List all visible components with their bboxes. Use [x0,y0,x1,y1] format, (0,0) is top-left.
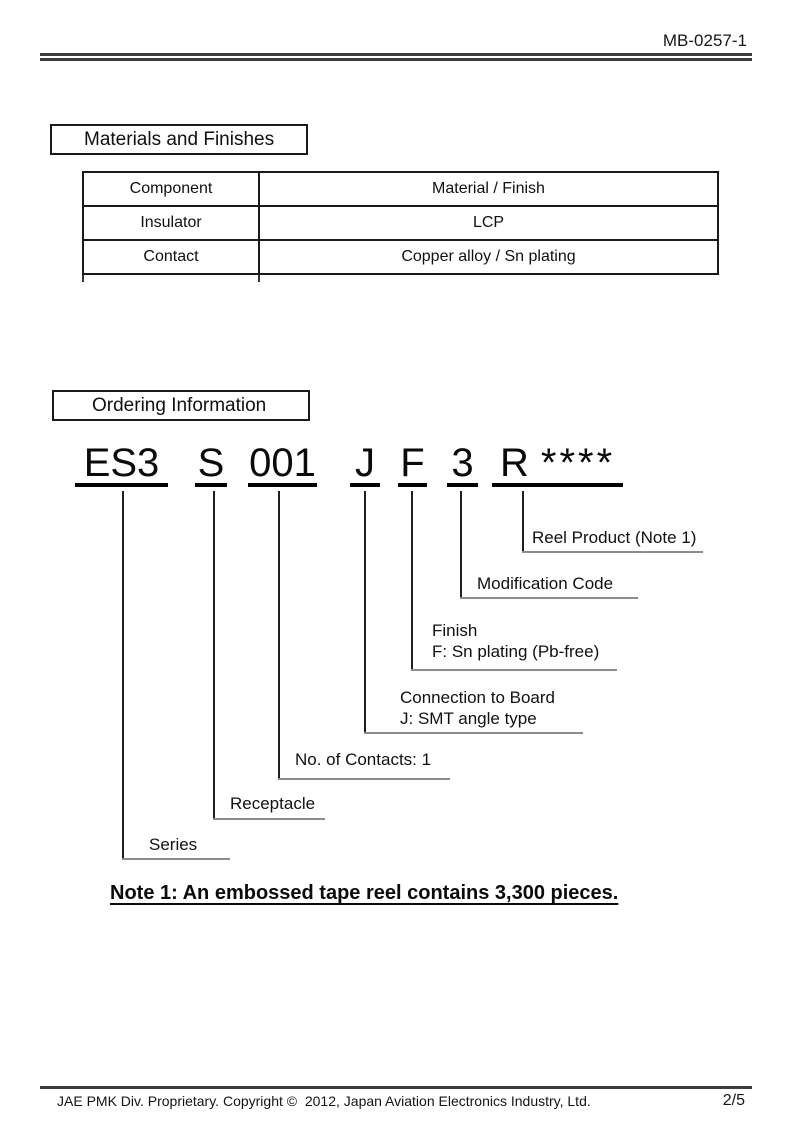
part-number-series: ES3 [75,441,168,487]
leader-line-reel [522,491,524,551]
materials-section-title: Materials and Finishes [84,128,275,150]
cell-component: Contact [83,240,259,274]
part-number-reel [492,441,623,487]
label-rule-modification [460,597,638,599]
legend-no-of-contacts: No. of Contacts: 1 [295,750,432,769]
table-row [83,206,718,240]
header-double-rule [40,53,752,61]
cell-material: LCP [259,206,718,240]
footer-copyright: JAE PMK Div. Proprietary. Copyright © 2012, Japan Aviation Electronics Industry, Ltd. [57,1093,591,1109]
part-number-contacts: 001 [249,441,316,485]
label-rule-connection [364,732,583,734]
legend-series: Series [149,835,198,854]
table-header-component: Component [83,172,259,206]
label-rule-contacts [278,778,450,780]
leader-line-finish [411,491,413,669]
page-number: 2/5 [722,1092,745,1109]
ordering-section-title-box [52,390,310,421]
legend-finish-line2: F: Sn plating (Pb-free) [432,641,600,661]
legend-connection [400,688,555,729]
label-rule-series [122,858,230,860]
cell-component: Insulator [83,206,259,240]
table-border-stub [258,275,260,282]
leader-line-connection [364,491,366,732]
label-rule-finish [411,669,617,671]
part-number-wildcard: **** [540,441,616,485]
part-number-reel-letter: R [500,441,529,485]
doc-number: MB-0257-1 [662,31,747,50]
part-number-finish: F [398,441,427,487]
leader-line-series [122,491,124,858]
table-header-material: Material / Finish [259,172,718,206]
materials-table [82,171,719,275]
legend-connection-line2: J: SMT angle type [400,708,537,728]
legend-receptacle: Receptacle [230,794,316,813]
table-row [83,240,718,274]
ordering-section-title: Ordering Information [92,394,267,416]
leader-line-contacts [278,491,280,778]
part-number-connection: J [350,441,380,487]
cell-material: Copper alloy / Sn plating [259,240,718,274]
note-1: Note 1: An embossed tape reel contains 3,300 pieces. [110,882,619,904]
footer-rule [40,1086,752,1089]
leader-line-modification [460,491,462,597]
legend-connection-line1: Connection to Board [400,688,555,707]
table-border-stub [82,275,84,282]
materials-section-title-box [50,124,308,155]
label-rule-receptacle [213,818,325,820]
legend-modification-code: Modification Code [477,574,614,593]
legend-reel-product: Reel Product (Note 1) [532,528,697,547]
leader-line-receptacle [213,491,215,818]
table-header-row [83,172,718,206]
part-number-modification: 3 [447,441,478,487]
label-rule-reel [522,551,703,553]
legend-finish [432,621,599,662]
part-number-receptacle: S [195,441,227,487]
legend-finish-line1: Finish [432,621,478,640]
